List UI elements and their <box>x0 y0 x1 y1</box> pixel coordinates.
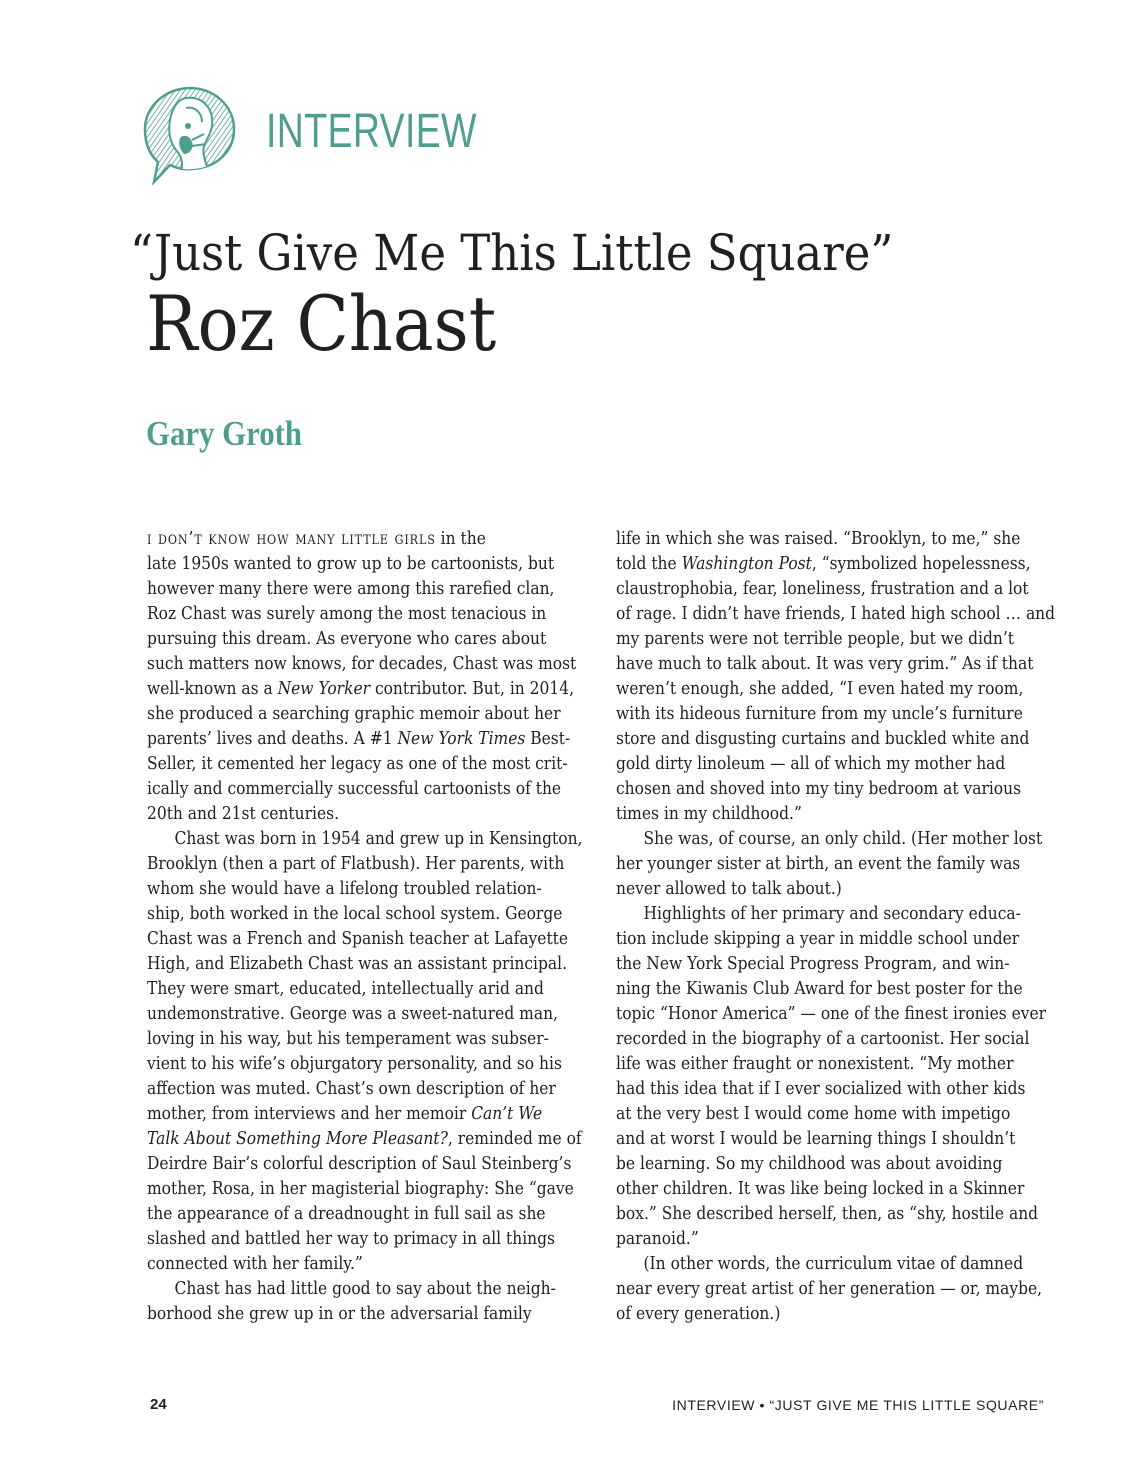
text-line <box>147 626 547 651</box>
text-segment: of rage. I didn’t have friends, I hated high school … and <box>616 603 1056 624</box>
text-segment: (In other words, the curriculum vitae of damned <box>643 1253 1024 1274</box>
text-line <box>616 1176 1025 1201</box>
body-column-left <box>147 526 583 1326</box>
text-segment: times in my childhood.” <box>616 803 802 824</box>
text-segment: however many there were among this rarefied clan, <box>147 578 555 599</box>
text-line <box>616 951 1010 976</box>
text-segment: vient to his wife’s objurgatory personality, and so his <box>147 1053 562 1074</box>
text-segment: Seller, it cemented her legacy as one of the most crit- <box>147 753 568 774</box>
text-segment: claustrophobia, fear, loneliness, frustration and a lot <box>616 578 1029 599</box>
text-segment: paranoid.” <box>616 1228 699 1249</box>
text-line <box>616 1151 1003 1176</box>
text-segment: Chast has had little good to say about the neigh- <box>174 1278 556 1299</box>
section-header <box>140 84 540 189</box>
italic-title: Washington Post <box>681 553 812 574</box>
text-line <box>616 826 1043 851</box>
text-line <box>616 851 1021 876</box>
body-column-right <box>616 526 1056 1326</box>
text-line <box>147 1151 572 1176</box>
text-segment: parents’ lives and deaths. A #1 <box>147 728 398 749</box>
text-line <box>147 651 577 676</box>
text-segment: gold dirty linoleum — all of which my mother had <box>616 753 1006 774</box>
article-subtitle: “Just Give Me This Little Square” <box>130 224 894 282</box>
text-segment: Roz Chast was surely among the most tenacious in <box>147 603 547 624</box>
text-line <box>147 751 568 776</box>
text-segment: Deirdre Bair’s colorful description of Saul Steinberg’s <box>147 1153 572 1174</box>
text-segment: never allowed to talk about.) <box>616 878 842 899</box>
italic-title: Talk About Something More Pleasant? <box>147 1128 448 1149</box>
text-line <box>147 776 562 801</box>
text-line <box>616 626 1014 651</box>
text-line <box>147 701 561 726</box>
text-line <box>616 926 1020 951</box>
text-line <box>147 901 563 926</box>
text-segment: she produced a searching graphic memoir about her <box>147 703 561 724</box>
text-line <box>147 1026 549 1051</box>
text-line <box>616 701 1023 726</box>
text-line <box>147 551 555 576</box>
text-segment: She was, of course, an only child. (Her mother lost <box>643 828 1043 849</box>
text-segment: pursuing this dream. As everyone who cares about <box>147 628 547 649</box>
text-segment: be learning. So my childhood was about avoiding <box>616 1153 1003 1174</box>
text-line <box>147 726 571 751</box>
text-segment: loving in his way, but his temperament was subser- <box>147 1028 549 1049</box>
text-segment: the appearance of a dreadnought in full sail as she <box>147 1203 546 1224</box>
text-line <box>616 1301 986 1326</box>
author-byline: Gary Groth <box>146 414 302 453</box>
text-segment: They were smart, educated, intellectually arid and <box>147 978 544 999</box>
text-segment: well-known as a <box>147 678 278 699</box>
text-segment: recorded in the biography of a cartoonist. Her social <box>616 1028 1030 1049</box>
text-line <box>147 1176 574 1201</box>
text-segment: my parents were not terrible people, but we didn’t <box>616 628 1014 649</box>
text-segment: with its hideous furniture from my uncle’s furniture <box>616 703 1023 724</box>
text-segment: other children. It was like being locked in a Skinner <box>616 1178 1025 1199</box>
text-segment: told the <box>616 553 682 574</box>
text-segment: box.” She described herself, then, as “shy, hostile and <box>616 1203 1039 1224</box>
text-line <box>616 1251 1024 1276</box>
text-line <box>616 1201 1039 1226</box>
article-title: Roz Chast <box>146 279 497 368</box>
text-line <box>147 1226 556 1251</box>
text-segment: chosen and shoved into my tiny bedroom at various <box>616 778 1022 799</box>
text-segment: and at worst I would be learning things I shouldn’t <box>616 1128 1016 1149</box>
text-segment: undemonstrative. George was a sweet-natured man, <box>147 1003 558 1024</box>
text-line <box>616 751 1006 776</box>
text-line <box>616 1051 1014 1076</box>
text-line <box>147 876 542 901</box>
text-segment: mother, Rosa, in her magisterial biography: She “gave <box>147 1178 574 1199</box>
text-line <box>147 1301 532 1326</box>
text-segment: High, and Elizabeth Chast was an assistant principal. <box>147 953 568 974</box>
text-line <box>616 776 1022 801</box>
text-segment: 20th and 21st centuries. <box>147 803 339 824</box>
text-segment: weren’t enough, she added, “I even hated my room, <box>616 678 1024 699</box>
text-line <box>147 1276 556 1301</box>
text-segment: in the <box>435 528 486 549</box>
text-line <box>147 576 555 601</box>
text-segment: contributor. But, in 2014, <box>370 678 575 699</box>
text-line <box>147 926 569 951</box>
text-line <box>616 876 986 901</box>
text-segment: connected with her family.” <box>147 1253 363 1274</box>
text-segment: at the very best I would come home with impetigo <box>616 1103 1011 1124</box>
text-line <box>147 1076 556 1101</box>
text-line <box>616 801 986 826</box>
text-line <box>147 1001 558 1026</box>
text-line <box>147 951 568 976</box>
speech-bubble-portrait-icon <box>140 84 240 186</box>
text-segment: her younger sister at birth, an event the family was <box>616 853 1021 874</box>
text-line <box>147 976 544 1001</box>
lead-in-smallcaps: i don’t know how many little girls <box>147 528 436 549</box>
text-segment: store and disgusting curtains and buckled white and <box>616 728 1030 749</box>
text-segment: Chast was a French and Spanish teacher at Lafayette <box>147 928 569 949</box>
text-line <box>147 676 575 701</box>
text-line <box>616 651 1034 676</box>
text-segment: ning the Kiwanis Club Award for best poster for the <box>616 978 1023 999</box>
text-segment: the New York Special Progress Program, and win- <box>616 953 1010 974</box>
text-line <box>616 526 1021 551</box>
section-label: INTERVIEW <box>266 105 477 158</box>
text-segment: near every great artist of her generation — or, maybe, <box>616 1278 1043 1299</box>
text-line <box>616 1076 1026 1101</box>
text-line <box>616 601 1056 626</box>
text-line <box>147 601 547 626</box>
text-segment: Brooklyn (then a part of Flatbush). Her parents, with <box>147 853 565 874</box>
text-line <box>616 1276 1043 1301</box>
text-segment: slashed and battled her way to primacy in all things <box>147 1228 556 1249</box>
text-segment: had this idea that if I ever socialized with other kids <box>616 1078 1026 1099</box>
text-segment: whom she would have a lifelong troubled relation- <box>147 878 542 899</box>
text-line <box>147 1126 582 1151</box>
text-segment: Highlights of her primary and secondary educa- <box>643 903 1021 924</box>
text-line <box>616 1001 1047 1026</box>
text-line <box>147 851 565 876</box>
text-segment: affection was muted. Chast’s own description of her <box>147 1078 556 1099</box>
text-line <box>616 1126 1016 1151</box>
text-segment: , “symbolized hopelessness, <box>811 553 1031 574</box>
text-line <box>147 826 583 851</box>
text-segment: Chast was born in 1954 and grew up in Kensington, <box>174 828 583 849</box>
page-number: 24 <box>150 1396 167 1413</box>
text-line <box>147 1051 562 1076</box>
text-segment: life in which she was raised. “Brooklyn, to me,” she <box>616 528 1021 549</box>
text-segment: of every generation.) <box>616 1303 781 1324</box>
text-line <box>147 526 517 551</box>
italic-title: New York Times <box>397 728 526 749</box>
text-segment: late 1950s wanted to grow up to be cartoonists, but <box>147 553 555 574</box>
text-segment: life was either fraught or nonexistent. “My mother <box>616 1053 1014 1074</box>
text-line <box>616 576 1029 601</box>
text-line <box>616 551 1031 576</box>
text-line <box>147 1251 517 1276</box>
text-line <box>147 1201 546 1226</box>
text-segment: ically and commercially successful cartoonists of the <box>147 778 562 799</box>
text-segment: ship, both worked in the local school system. George <box>147 903 563 924</box>
text-segment: borhood she grew up in or the adversarial family <box>147 1303 532 1324</box>
text-line <box>616 726 1030 751</box>
italic-title: Can’t We <box>471 1103 543 1124</box>
text-line <box>616 1026 1030 1051</box>
text-segment: mother, from interviews and her memoir <box>147 1103 472 1124</box>
text-segment: such matters now knows, for decades, Chast was most <box>147 653 577 674</box>
title-block <box>130 224 1050 368</box>
running-head: INTERVIEW • “JUST GIVE ME THIS LITTLE SQUARE” <box>672 1397 1044 1413</box>
text-segment: tion include skipping a year in middle school under <box>616 928 1020 949</box>
text-line <box>616 676 1024 701</box>
text-line <box>147 1101 543 1126</box>
text-line <box>616 976 1023 1001</box>
text-line <box>616 1226 986 1251</box>
text-segment: have much to talk about. It was very grim.” As if that <box>616 653 1034 674</box>
text-line <box>616 1101 1011 1126</box>
text-segment: , reminded me of <box>447 1128 582 1149</box>
text-line <box>616 901 1021 926</box>
text-segment: Best- <box>525 728 571 749</box>
text-segment: topic “Honor America” — one of the finest ironies ever <box>616 1003 1047 1024</box>
text-line <box>147 801 517 826</box>
italic-title: New Yorker <box>277 678 371 699</box>
